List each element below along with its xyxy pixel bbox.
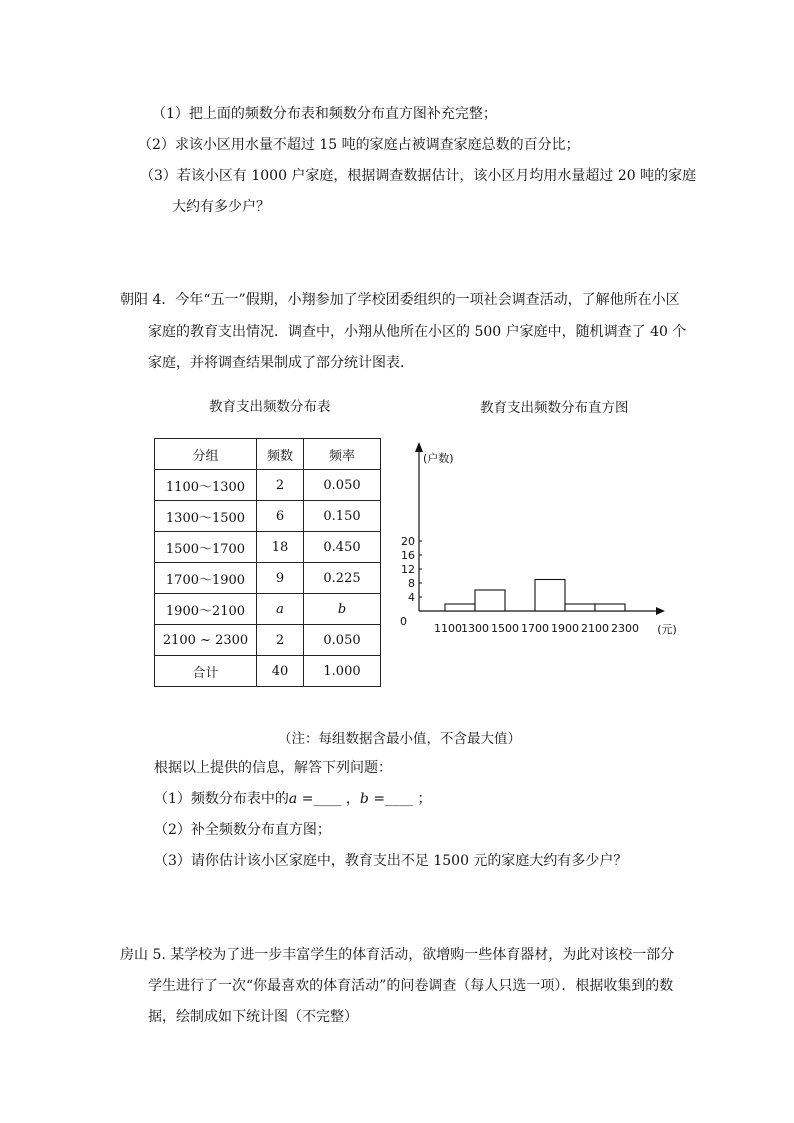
- table-cell: 0.450: [304, 532, 381, 563]
- table-row: [155, 470, 381, 501]
- prev-sub2: （2）求该小区用水量不超过 15 吨的家庭占被调查家庭总数的百分比；: [138, 137, 580, 153]
- x-tick-label: 1900: [551, 622, 579, 635]
- histogram-bar: [475, 590, 505, 611]
- table-cell: a: [257, 594, 304, 625]
- x-tick-label: 1500: [491, 622, 519, 635]
- y-axis-label: (户数): [423, 452, 454, 465]
- table-row: [155, 563, 381, 594]
- q4-sub1: [154, 789, 432, 809]
- y-tick-label: 20: [401, 535, 415, 548]
- q4-line3: 家庭，并将调查结果制成了部分统计图表．: [148, 355, 414, 371]
- histogram-bar: [445, 604, 475, 611]
- table-cell: 2: [257, 625, 304, 656]
- histogram-chart: [395, 438, 695, 648]
- prev-sub3a: （3）若该小区有 1000 户家庭，根据调查数据估计，该小区月均用水量超过 20 吨的家庭: [140, 168, 697, 184]
- table-cell: 18: [257, 532, 304, 563]
- x-axis-arrow: [656, 607, 665, 615]
- table-cell: 1900～2100: [155, 594, 257, 625]
- table-row: [155, 656, 381, 687]
- q5-line1: 房山 5. 某学校为了进一步丰富学生的体育活动，欲增购一些体育器材，为此对该校一部分: [120, 947, 675, 963]
- q5-line2: 学生进行了一次“你最喜欢的体育活动”的问卷调查（每人只选一项）．根据收集到的数: [148, 978, 674, 994]
- x-tick-label: 1700: [521, 622, 549, 635]
- blank-b: =____ ；: [368, 791, 432, 807]
- table-cell: 1100～1300: [155, 470, 257, 501]
- table-cell: 1500～1700: [155, 532, 257, 563]
- table-row: [155, 501, 381, 532]
- y-tick-label: 8: [408, 577, 415, 590]
- y-tick-label: 16: [401, 549, 415, 562]
- table-cell: 0.150: [304, 501, 381, 532]
- q4-sub2: （2）补全频数分布直方图；: [154, 822, 331, 838]
- q4-line1: 朝阳 4．今年“五一”假期，小翔参加了学校团委组织的一项社会调查活动，了解他所在小区: [120, 292, 680, 308]
- table-cell: b: [304, 594, 381, 625]
- table-title: 教育支出频数分布表: [209, 399, 331, 415]
- table-row: [155, 532, 381, 563]
- table-cell: 40: [257, 656, 304, 687]
- table-header-cell: 分组: [155, 439, 257, 470]
- table-cell: 0.050: [304, 470, 381, 501]
- var-a: a: [288, 791, 298, 807]
- table-row: [155, 625, 381, 656]
- table-cell: 合计: [155, 656, 257, 687]
- table-cell: 1.000: [304, 656, 381, 687]
- x-tick-label: 1100: [434, 622, 462, 635]
- histogram-bar: [535, 580, 565, 612]
- table-header-row: [155, 439, 381, 470]
- blank-a: =____ ，: [297, 791, 360, 807]
- table-cell: 6: [257, 501, 304, 532]
- table-cell: 0.050: [304, 625, 381, 656]
- q4-sub3: （3）请你估计该小区家庭中，教育支出不足 1500 元的家庭大约有多少户？: [154, 853, 628, 869]
- table-row: [155, 594, 381, 625]
- table-cell: 1700～1900: [155, 563, 257, 594]
- q4-sub1-text: （1）频数分布表中的: [154, 791, 289, 807]
- prev-sub1: （1）把上面的频数分布表和频数分布直方图补充完整；: [152, 106, 497, 122]
- table-cell: 0.225: [304, 563, 381, 594]
- y-axis-arrow: [415, 442, 423, 452]
- prev-sub3b: 大约有多少户？: [172, 199, 270, 215]
- table-cell: 2: [257, 470, 304, 501]
- histogram-bar: [565, 604, 595, 611]
- y-tick-label: 4: [408, 591, 415, 604]
- x-axis-label: (元): [657, 623, 677, 636]
- note: （注：每组数据含最小值，不含最大值）: [278, 731, 521, 747]
- q5-line3: 据，绘制成如下统计图（不完整）: [148, 1009, 358, 1025]
- histogram-title: 教育支出频数分布直方图: [480, 400, 629, 416]
- x-tick-label: 2300: [611, 622, 639, 635]
- y-tick-label: 12: [401, 563, 415, 576]
- table-cell: 2100 ~ 2300: [155, 625, 257, 656]
- frequency-table: [154, 438, 381, 687]
- table-header-cell: 频率: [304, 439, 381, 470]
- var-b: b: [359, 791, 369, 807]
- histogram-bar: [595, 604, 625, 611]
- x-tick-label: 2100: [581, 622, 609, 635]
- x-tick-label: 1300: [461, 622, 489, 635]
- q4-intro: 根据以上提供的信息，解答下列问题：: [154, 760, 392, 776]
- table-header-cell: 频数: [257, 439, 304, 470]
- table-cell: 1300～1500: [155, 501, 257, 532]
- q4-line2: 家庭的教育支出情况．调查中，小翔从他所在小区的 500 户家庭中，随机调查了 40 个: [148, 324, 687, 340]
- table-cell: 9: [257, 563, 304, 594]
- y-tick-label: 0: [400, 615, 407, 628]
